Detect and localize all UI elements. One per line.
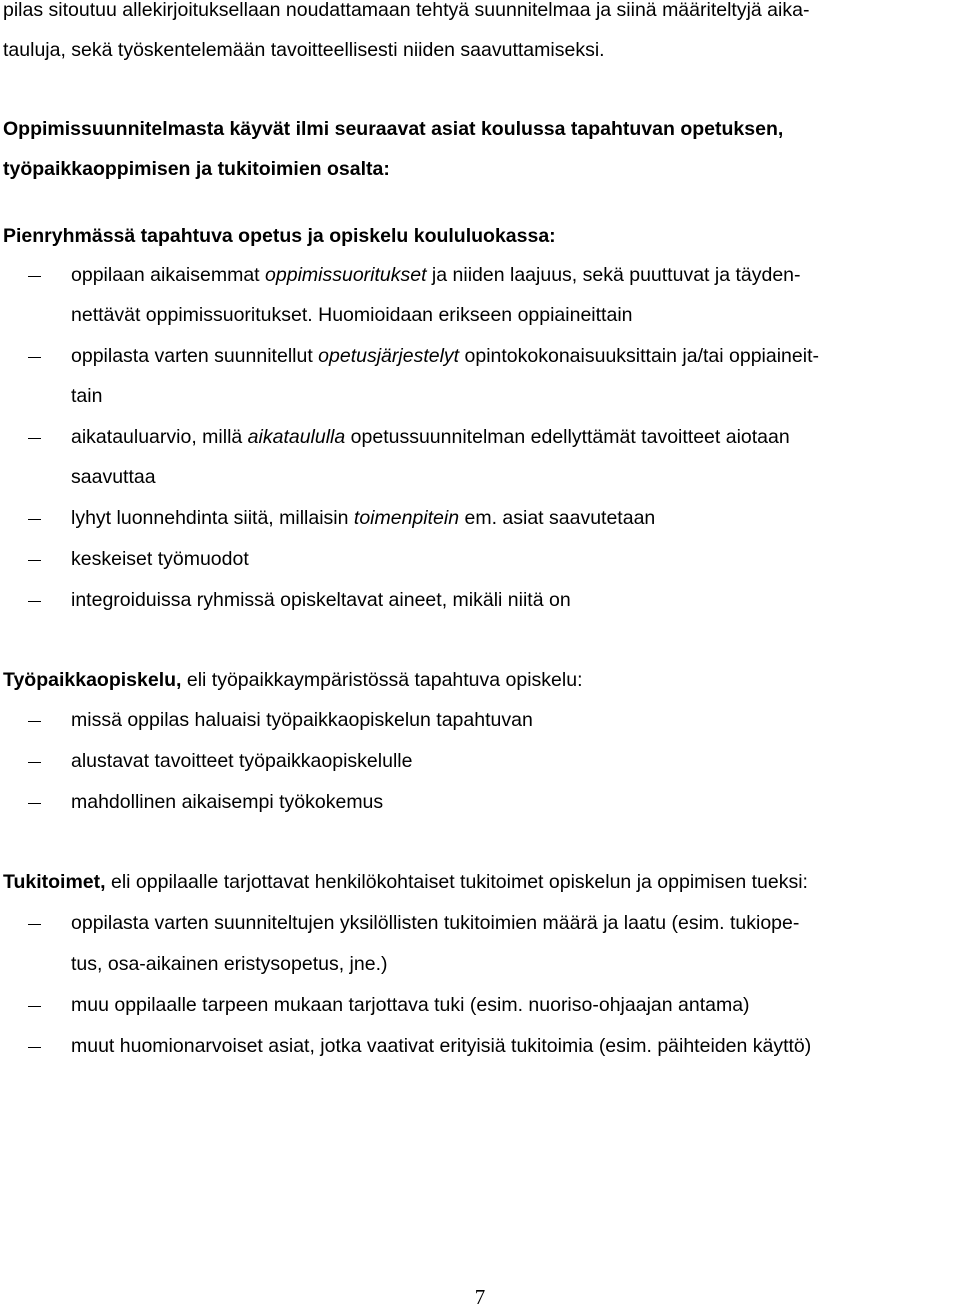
bullet-dash xyxy=(28,438,41,439)
heading-line-2: työpaikkaoppimisen ja tukitoimien osalta: xyxy=(3,158,390,180)
bullet-dash xyxy=(28,519,41,520)
bullet-dash xyxy=(28,560,41,561)
section2-item: mahdollinen aikaisempi työkokemus xyxy=(71,791,384,813)
section3-title: Tukitoimet, eli oppilaalle tarjottavat henkilökohtaiset tukitoimet opiskelun ja oppimisen tueksi: xyxy=(3,871,808,893)
section1-title: Pienryhmässä tapahtuva opetus ja opiskelu koululuokassa: xyxy=(3,225,556,247)
section3-item1-line2: tus, osa-aikainen eristysopetus, jne.) xyxy=(71,953,388,975)
bullet-dash xyxy=(28,924,41,925)
section3-item2: muu oppilaalle tarpeen mukaan tarjottava tuki (esim. nuoriso-ohjaajan antama) xyxy=(71,994,750,1016)
section1-item1-line2: nettävät oppimissuoritukset. Huomioidaan erikseen oppiaineittain xyxy=(71,304,633,326)
bullet-dash xyxy=(28,601,41,602)
page-number: 7 xyxy=(474,1285,486,1309)
section1-item5: keskeiset työmuodot xyxy=(71,548,249,570)
section1-item4: lyhyt luonnehdinta siitä, millaisin toimenpitein em. asiat saavutetaan xyxy=(71,507,656,529)
intro-line-2: tauluja, sekä työskentelemään tavoitteellisesti niiden saavuttamiseksi. xyxy=(3,39,605,61)
section1-item6: integroiduissa ryhmissä opiskeltavat aineet, mikäli niitä on xyxy=(71,589,571,611)
section2-item: missä oppilas haluaisi työpaikkaopiskelun tapahtuvan xyxy=(71,709,533,731)
bullet-dash xyxy=(28,1047,41,1048)
section1-item1-line1: oppilaan aikaisemmat oppimissuoritukset ja niiden laajuus, sekä puuttuvat ja täyden- xyxy=(71,264,801,286)
bullet-dash xyxy=(28,276,41,277)
section1-item3-line1: aikatauluarvio, millä aikataululla opetussuunnitelman edellyttämät tavoitteet aiotaan xyxy=(71,426,790,448)
section2-item: alustavat tavoitteet työpaikkaopiskelulle xyxy=(71,750,413,772)
section1-item3-line2: saavuttaa xyxy=(71,466,156,488)
intro-line-1: pilas sitoutuu allekirjoituksellaan noudattamaan tehtyä suunnitelmaa ja siinä määriteltyjä aika- xyxy=(3,0,810,21)
section1-item2-line2: tain xyxy=(71,385,103,407)
section1-item2-line1: oppilasta varten suunnitellut opetusjärjestelyt opintokokonaisuuksittain ja/tai oppiaineit- xyxy=(71,345,819,367)
section3-item3: muut huomionarvoiset asiat, jotka vaativat erityisiä tukitoimia (esim. päihteiden käyttö) xyxy=(71,1035,812,1057)
section2-title: Työpaikkaopiskelu, eli työpaikkaympäristössä tapahtuva opiskelu: xyxy=(3,669,583,691)
bullet-dash xyxy=(28,762,41,763)
bullet-dash xyxy=(28,1006,41,1007)
bullet-dash xyxy=(28,721,41,722)
bullet-dash xyxy=(28,803,41,804)
section3-item1-line1: oppilasta varten suunniteltujen yksilöllisten tukitoimien määrä ja laatu (esim. tukiope- xyxy=(71,912,800,934)
heading-line-1: Oppimissuunnitelmasta käyvät ilmi seuraavat asiat koulussa tapahtuvan opetuksen, xyxy=(3,118,784,140)
bullet-dash xyxy=(28,357,41,358)
